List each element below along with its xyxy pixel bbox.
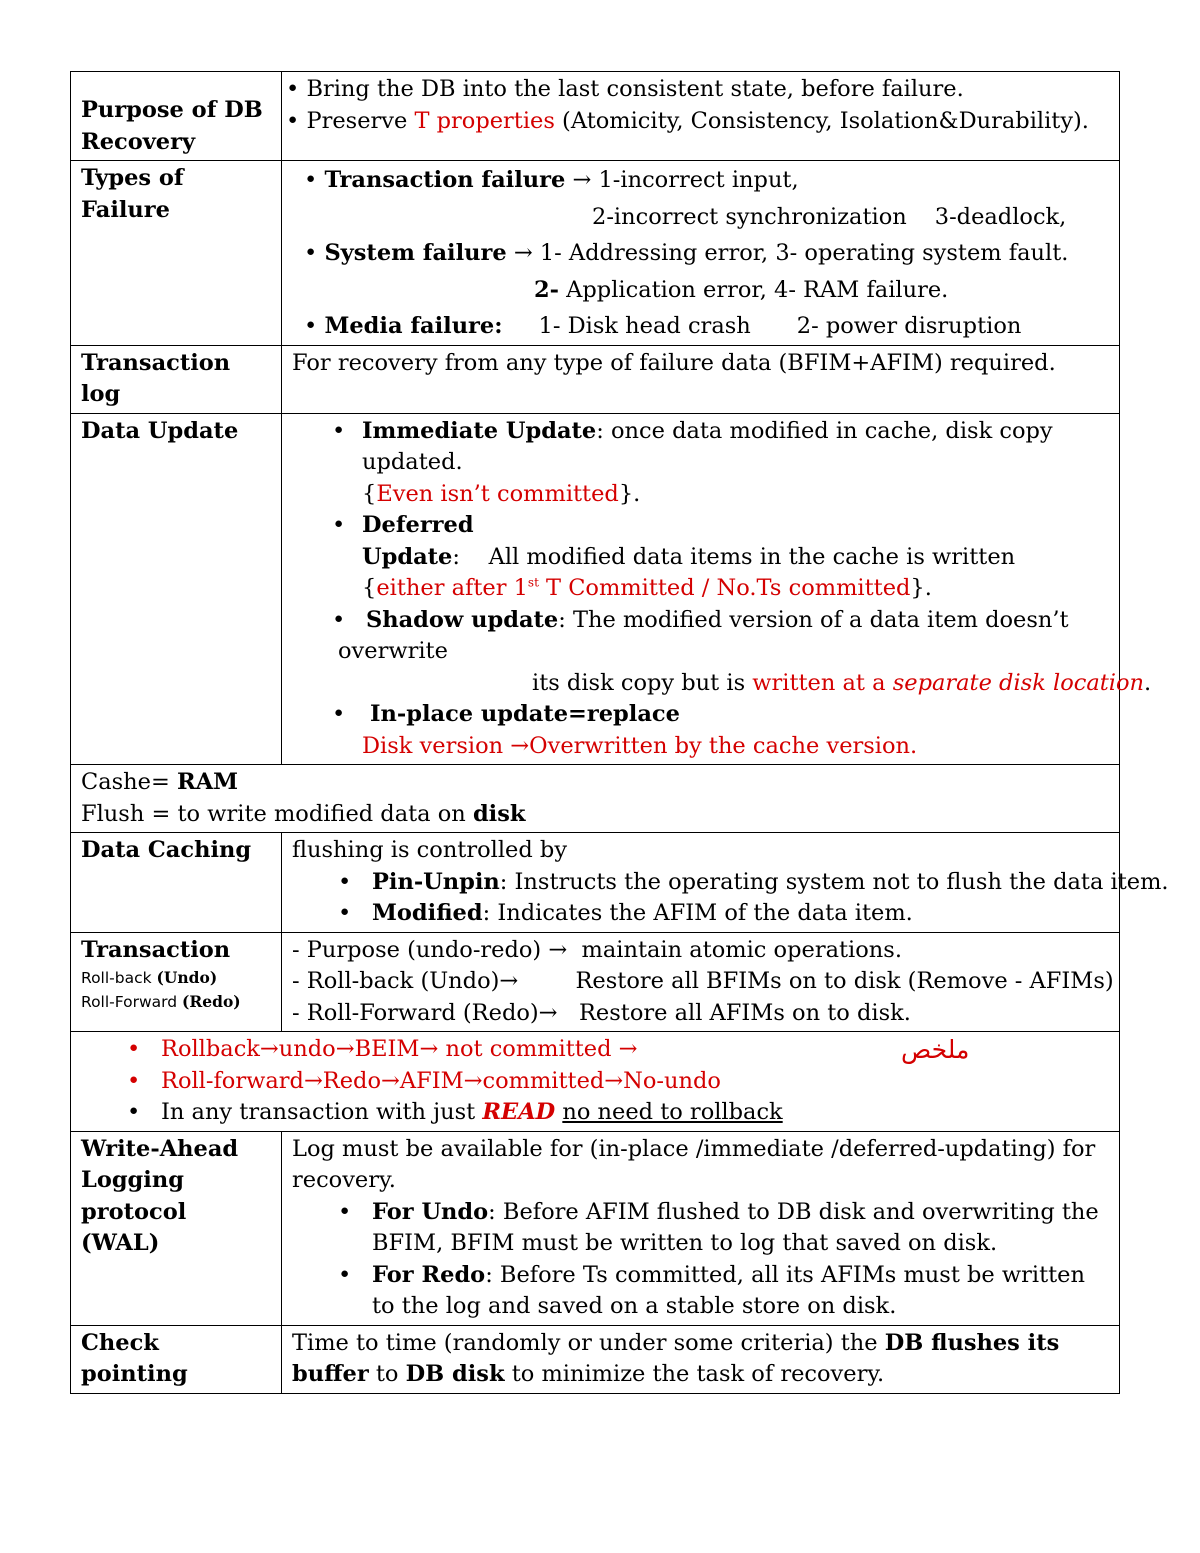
modified: • Modified: Indicates the AFIM of the data item. bbox=[292, 898, 1113, 930]
label-types: Types of Failure bbox=[71, 161, 282, 346]
row-purpose: Purpose of DB Recovery • Bring the DB into the last consistent state, before failure. • Preserve T properties (Atomicity, Consistency, Isolation&Durability). bbox=[71, 72, 1120, 161]
system-failure: System failure bbox=[324, 240, 507, 266]
transaction-failure: Transaction failure bbox=[324, 167, 566, 193]
media-failure: Media failure: bbox=[324, 313, 503, 339]
db-recovery-table bbox=[70, 71, 1169, 1394]
row-transaction-log bbox=[71, 345, 1120, 413]
in-place-update: • In-place update=replace bbox=[292, 699, 1113, 731]
shadow-update: • Shadow update: The modified version of a data item doesn’t overwrite bbox=[292, 605, 1113, 668]
pin-unpin: • Pin-Unpin: Instructs the operating system not to flush the data item. bbox=[292, 867, 1113, 899]
wal-redo: • For Redo: Before Ts committed, all its AFIMs must be written to the log and saved on a stable store on disk. bbox=[292, 1260, 1113, 1323]
deferred-update: • Deferred Update: All modified data items in the cache is written {either after 1st T Committed / No.Ts committed}. bbox=[292, 510, 1113, 605]
row-types-of-failure: Types of Failure • Transaction failure → 1-incorrect input, 2-incorrect synchronization 3-deadlock, • System failure → 1- Addressing error, 3- operating system fault. 2- Application error, 4- RAM failure. • Media failure: 1- Disk head crash 2- power disruption bbox=[71, 161, 1120, 346]
row-checkpointing: Check pointing Time to time (randomly or under some criteria) the DB flushes its buffer to DB disk to minimize the task of recovery. bbox=[71, 1325, 1120, 1393]
wal-undo: • For Undo: Before AFIM flushed to DB disk and overwriting the BFIM, BFIM must be written to log that saved on disk. bbox=[292, 1197, 1113, 1260]
row-cache-note: Cashe= RAM Flush = to write modified data on disk bbox=[71, 765, 1120, 833]
row-data-update: Data Update • Immediate Update: once data modified in cache, disk copy updated. {Even isn’t committed}. • Deferred Update: All modified data items in the cache is written {either after 1st T Committed / No.Ts committed}. • Shadow update: The modified version of a data item doesn’t overwrite its disk copy but is written at a separate disk location. • In-place update=replace Disk version →Overwritten by the cache version. bbox=[71, 413, 1120, 765]
transaction-log-text: For recovery from any type of failure data (BFIM+AFIM) required. bbox=[282, 345, 1120, 413]
label-transaction: Transaction bbox=[81, 936, 231, 963]
label-data-update: Data Update bbox=[71, 413, 282, 765]
row-summary bbox=[71, 1032, 1120, 1132]
summary-rollforward: • Roll-forward→Redo→AFIM→committed→No-undo bbox=[81, 1066, 1113, 1098]
summary-arabic-label: ملخص bbox=[901, 1035, 970, 1064]
label-transaction-log: Transaction log bbox=[71, 345, 282, 413]
row-wal: Write-Ahead Logging protocol (WAL) Log must be available for (in-place /immediate /deferred-updating) for recovery. • For Undo: Before AFIM flushed to DB disk and overwriting the BFIM, BFIM must be written to log that saved on disk. • For Redo: Before Ts committed, all its AFIMs must be written to the log and saved on a stable store on disk. bbox=[71, 1131, 1120, 1325]
label-wal: Write-Ahead Logging protocol (WAL) bbox=[71, 1131, 282, 1325]
row-data-caching: Data Caching flushing is controlled by • Pin-Unpin: Instructs the operating system not to flush the data item. • Modified: Indicates the AFIM of the data item. bbox=[71, 833, 1120, 933]
t-properties: T properties bbox=[414, 107, 555, 134]
purpose-bullet-1: Bring the DB into the last consistent state, before failure. bbox=[306, 76, 964, 102]
label-data-caching: Data Caching bbox=[71, 833, 282, 933]
summary-read: • In any transaction with just READ no need to rollback bbox=[81, 1097, 1113, 1129]
label-checkpointing: Check pointing bbox=[71, 1325, 282, 1393]
summary-rollback: • Rollback→undo→BEIM→ not committed → bbox=[81, 1034, 1113, 1066]
immediate-update: • Immediate Update: once data modified in cache, disk copy updated. {Even isn’t committed}. bbox=[292, 416, 1113, 511]
label-purpose: Purpose of DB Recovery bbox=[71, 72, 282, 161]
row-transaction-undo-redo: Transaction Roll-back (Undo) Roll-Forward (Redo) - Purpose (undo-redo) → maintain atomic operations. - Roll-back (Undo)→ Restore all BFIMs on to disk (Remove - AFIMs) - Roll-Forward (Redo)→ Restore all AFIMs on to disk. bbox=[71, 932, 1120, 1032]
